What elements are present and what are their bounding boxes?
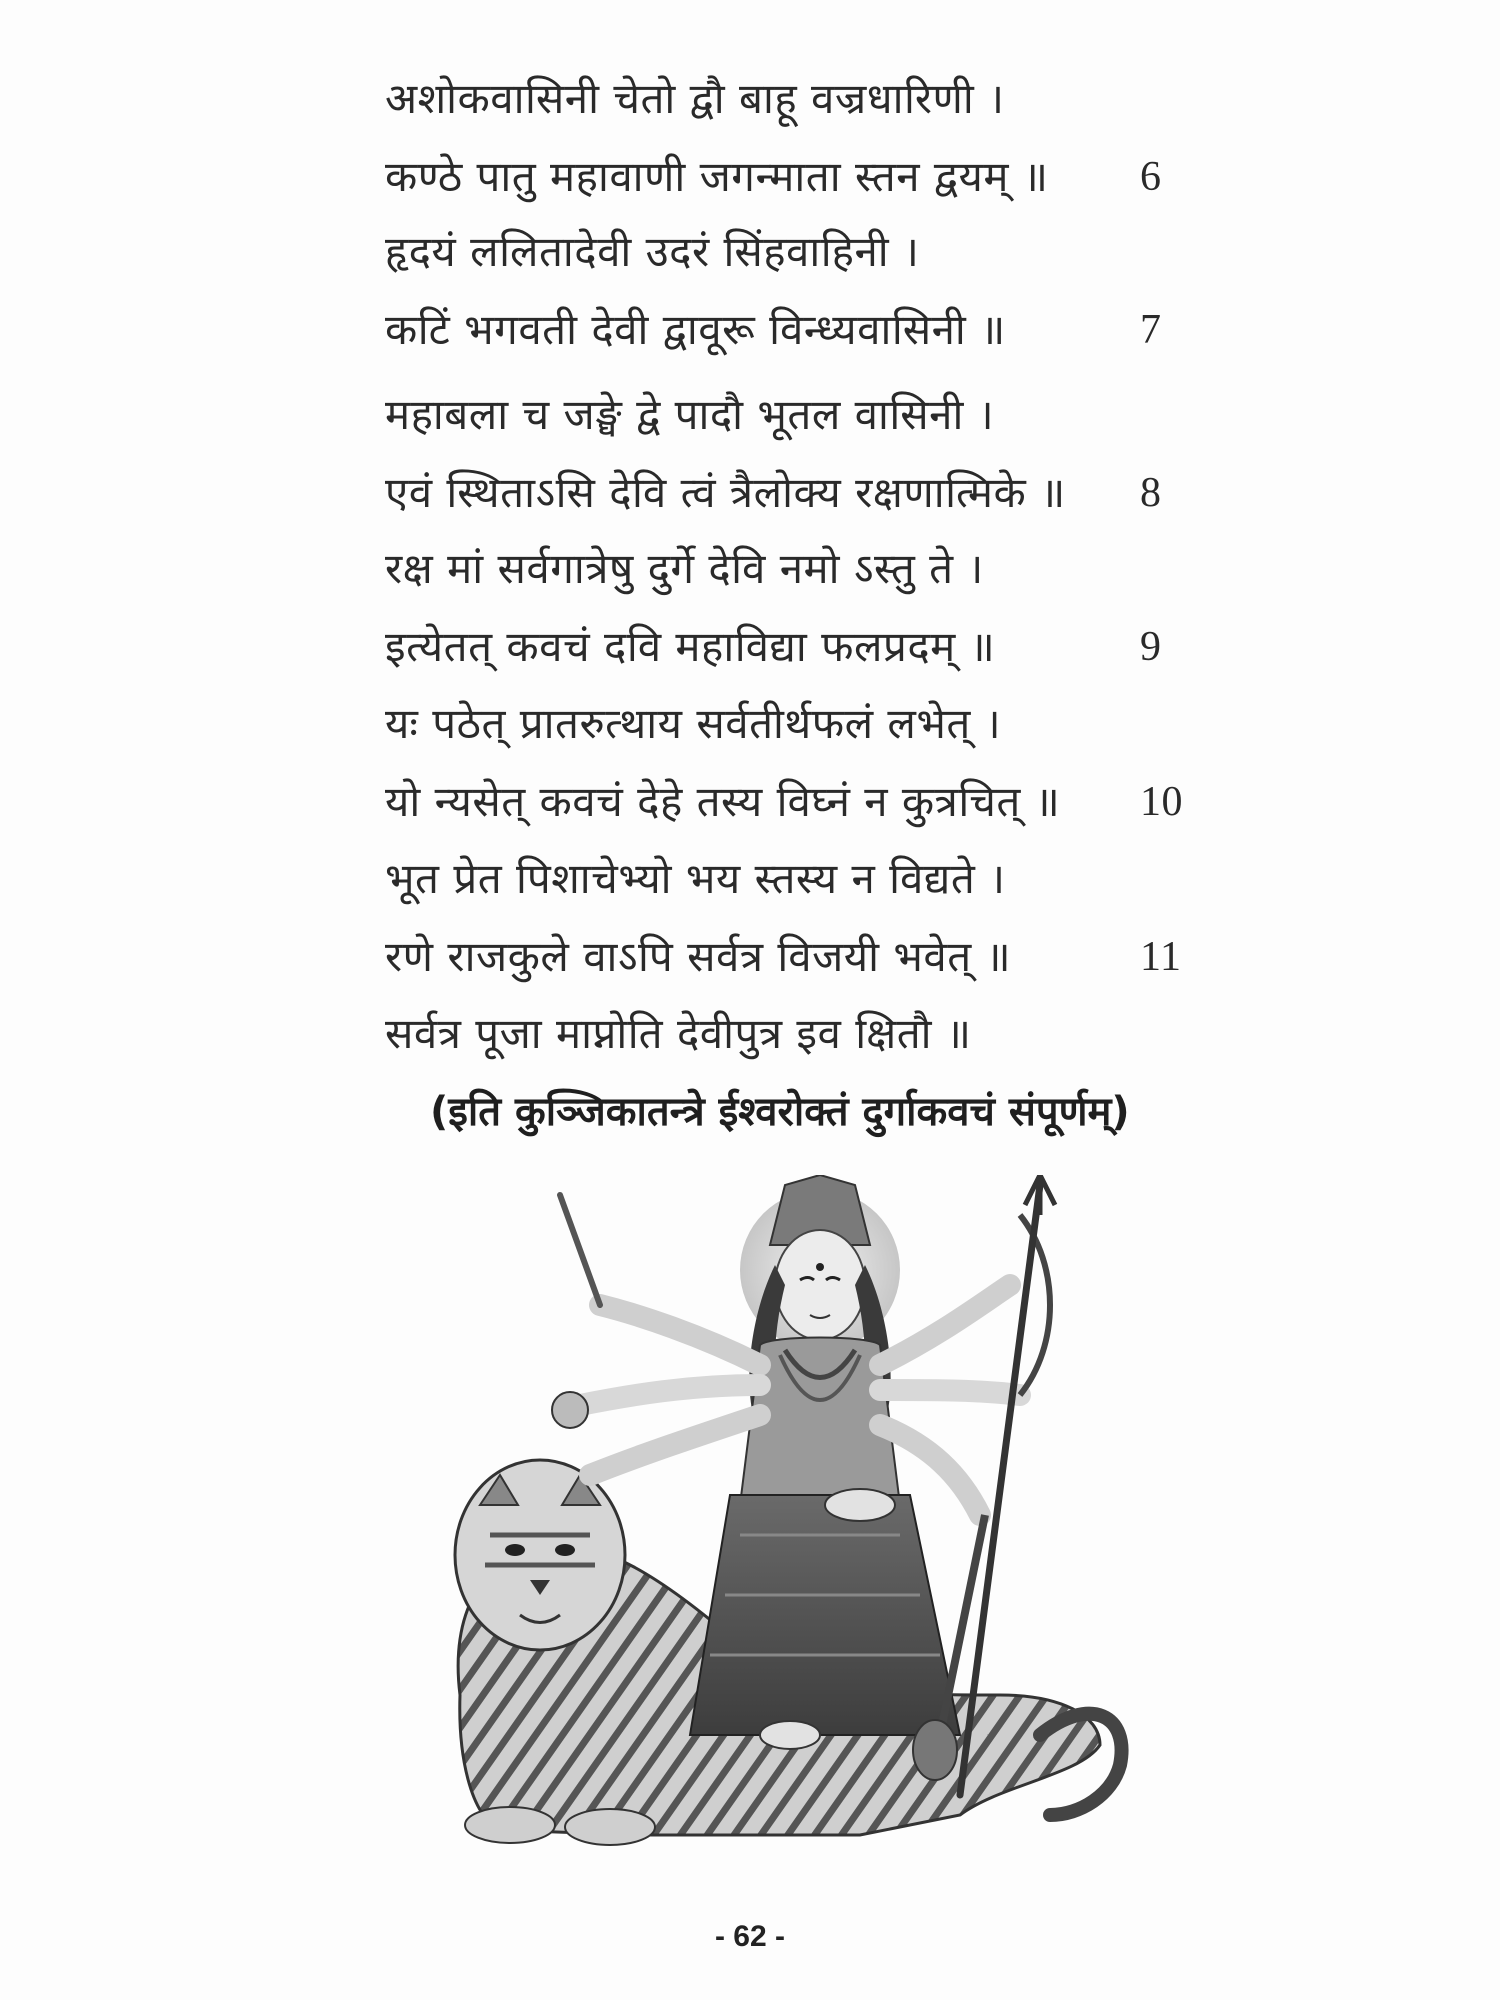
verse-line xyxy=(385,685,1205,763)
verse-text: अशोकवासिनी चेतो द्वौ बाहू वज्रधारिणी । xyxy=(385,74,1005,123)
verse-number: 9 xyxy=(1140,624,1162,670)
verse-text: रणे राजकुले वाऽपि सर्वत्र विजयी भवेत् ॥ xyxy=(385,932,1012,981)
verse-line xyxy=(385,213,1205,291)
verse-line xyxy=(385,608,1205,686)
verse-line xyxy=(385,376,1205,454)
verse-text: सर्वत्र पूजा माप्नोति देवीपुत्र इव क्षितौ ॥ xyxy=(385,1009,972,1058)
verse-number: 10 xyxy=(1140,779,1183,825)
verse-number: 8 xyxy=(1140,470,1162,516)
verse-number: 11 xyxy=(1140,934,1182,980)
verse-11 xyxy=(385,840,1205,996)
goddess-durga-on-tiger-icon xyxy=(440,1175,1140,1865)
closing-verse xyxy=(385,995,1205,1073)
verse-text: एवं स्थिताऽसि देवि त्वं त्रैलोक्य रक्षणात्मिके ॥ xyxy=(385,468,1066,517)
verse-line xyxy=(385,995,1205,1073)
verse-text: रक्ष मां सर्वगात्रेषु दुर्गे देवि नमो ऽस्तु ते । xyxy=(385,544,984,593)
verse-text: यो न्यसेत् कवचं देहे तस्य विघ्नं न कुत्रचित् ॥ xyxy=(385,777,1061,826)
verse-text: कटिं भगवती देवी द्वावूरू विन्ध्यवासिनी ॥ xyxy=(385,305,1006,354)
page-number: - 62 - xyxy=(714,1920,786,1953)
verse-line xyxy=(385,763,1205,841)
verse-number: 6 xyxy=(1140,154,1162,200)
verse-8 xyxy=(385,376,1205,532)
verse-text: इत्येतत् कवचं दवि महाविद्या फलप्रदम् ॥ xyxy=(385,622,996,671)
verse-10 xyxy=(385,685,1205,841)
verse-text: यः पठेत् प्रातरुत्थाय सर्वतीर्थफलं लभेत् । xyxy=(385,699,1002,748)
verse-line xyxy=(385,840,1205,918)
verse-text: कण्ठे पातु महावाणी जगन्माता स्तन द्वयम् ॥ xyxy=(385,152,1049,201)
verse-line xyxy=(385,138,1205,216)
verse-line xyxy=(385,60,1205,138)
verse-line xyxy=(385,454,1205,532)
verse-text: भूत प्रेत पिशाचेभ्यो भय स्तस्य न विद्यते । xyxy=(385,854,1006,903)
verse-line xyxy=(385,291,1205,369)
verse-line xyxy=(385,918,1205,996)
verse-7 xyxy=(385,213,1205,369)
verse-line xyxy=(385,530,1205,608)
verse-6 xyxy=(385,60,1205,216)
verse-9 xyxy=(385,530,1205,686)
colophon: (इति कुञ्जिकातन्त्रे ईश्वरोक्तं दुर्गाकवचं संपूर्णम्) xyxy=(430,1089,1130,1135)
verse-number: 7 xyxy=(1140,307,1162,353)
verse-text: हृदयं ललितादेवी उदरं सिंहवाहिनी । xyxy=(385,227,920,276)
verse-text: महाबला च जङ्घे द्वे पादौ भूतल वासिनी । xyxy=(385,390,995,439)
